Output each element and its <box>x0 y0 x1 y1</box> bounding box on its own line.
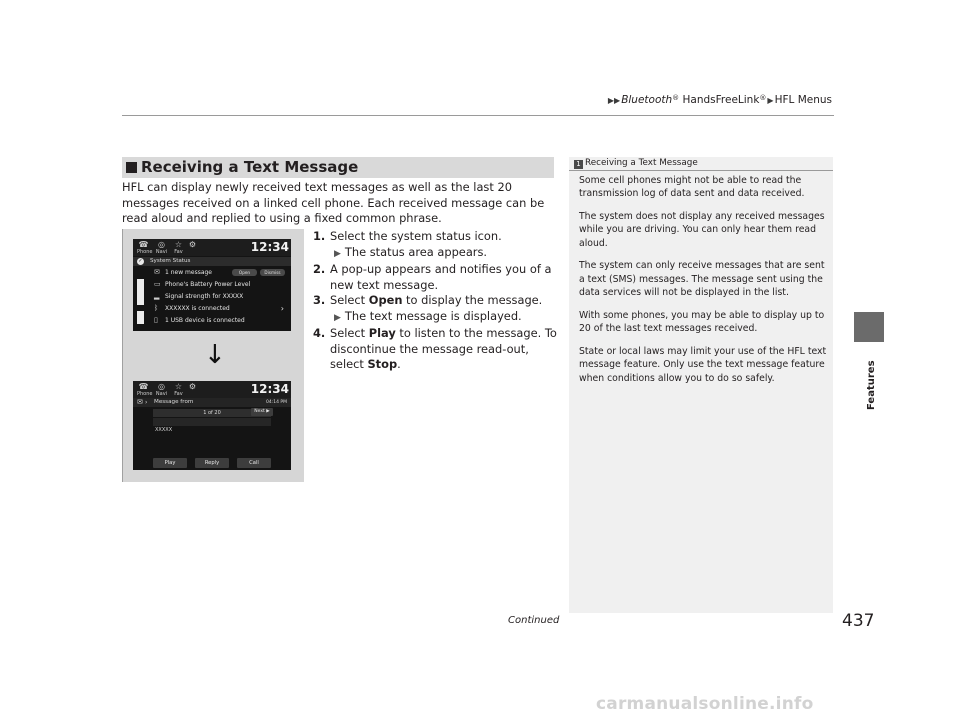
bluetooth-icon: ᛒ <box>154 304 159 312</box>
status-row: ᛒ XXXXXX is connected › <box>154 304 284 313</box>
breadcrumb-hfl-menus: HFL Menus <box>774 94 832 106</box>
next-button[interactable]: Next ▶ <box>251 408 273 416</box>
breadcrumb-arrow-icon: ▶ <box>767 96 774 105</box>
breadcrumb-arrow-icon: ▶▶ <box>607 96 621 105</box>
check-icon: ✓ <box>138 258 143 264</box>
note-paragraph: With some phones, you may be able to display up to 20 of the last text messages received. <box>579 309 825 335</box>
note-box <box>569 157 833 613</box>
intro-paragraph: HFL can display newly received text messages as well as the last 20 messages received on a linked cell phone. Each received message can be read aloud and replied to using a fixed common phrase. <box>122 180 545 225</box>
chevron-right-icon: › <box>145 399 148 406</box>
navi-icon: ◎ Navi <box>155 240 168 255</box>
message-icon: ✉ <box>137 398 143 406</box>
page-number: 437 <box>842 611 875 631</box>
down-arrow-icon: ↓ <box>204 340 226 370</box>
clock: 12:34 <box>250 240 289 254</box>
breadcrumb-hfl: HandsFreeLink <box>682 94 760 106</box>
info-icon: 1 <box>574 160 583 169</box>
system-status-bar: ✓ System Status <box>133 257 291 266</box>
note-paragraph: The system does not display any received messages while you are driving. You can only hear them read aloud. <box>579 211 825 249</box>
call-button[interactable]: Call <box>237 458 271 468</box>
chevron-right-icon: › <box>280 304 284 313</box>
step-2: 2. A pop-up appears and notifies you of a new text message. <box>313 262 552 292</box>
open-button[interactable]: Open <box>232 269 257 276</box>
settings-icon: ⚙ <box>188 382 197 391</box>
message-icon: ✉ <box>154 268 160 276</box>
note-paragraph: The system can only receive messages that are sent a text (SMS) messages. The message sent using the data services will not be displayed in the list. <box>579 260 825 299</box>
fav-icon: ☆ Fav <box>174 240 183 255</box>
status-row: ▭ Phone's Battery Power Level <box>154 280 251 288</box>
chapter-tab-marker <box>854 312 884 342</box>
watermark: carmanualsonline.info <box>596 694 814 714</box>
steps-list <box>313 229 563 373</box>
play-button[interactable]: Play <box>153 458 187 468</box>
section-heading <box>122 157 554 178</box>
battery-icon: ▭ <box>154 280 161 288</box>
message-body: XXXXX <box>155 427 173 433</box>
signal-icon: ▂ <box>154 292 160 300</box>
note-title: 1 Receiving a Text Message <box>574 158 698 169</box>
reply-button[interactable]: Reply <box>195 458 229 468</box>
message-from-bar: ✉ › Message from 04:14 PM <box>133 398 291 407</box>
note-paragraph: Some cell phones might not be able to read the transmission log of data sent and data received. <box>579 175 805 200</box>
message-counter: 1 of 20 <box>153 409 271 417</box>
header-rule <box>122 115 834 116</box>
fav-icon: ☆ Fav <box>174 382 183 397</box>
step-1: 1. Select the system status icon. ▶ The status area appears. <box>313 229 502 259</box>
status-row: ▂ Signal strength for XXXXX <box>154 292 244 300</box>
screenshot-panel <box>122 229 304 482</box>
status-row: ▯ 1 USB device is connected <box>154 316 245 324</box>
screen-system-status <box>133 239 291 331</box>
result-arrow-icon: ▶ <box>334 312 341 323</box>
step-3: 3. Select Open to display the message. ▶ The text message is displayed. <box>313 293 543 323</box>
continued-label: Continued <box>508 615 560 626</box>
navi-icon: ◎ Navi <box>155 382 168 397</box>
status-row: ✉ 1 new message Open Dismiss <box>154 267 286 278</box>
breadcrumb-bluetooth: Bluetooth <box>621 94 673 106</box>
result-arrow-icon: ▶ <box>334 248 341 259</box>
dismiss-button[interactable]: Dismiss <box>260 269 285 276</box>
phone-icon: ☎ Phone <box>137 382 153 397</box>
settings-icon: ⚙ <box>188 240 197 249</box>
chapter-tab-label: Features <box>866 360 877 410</box>
usb-icon: ▯ <box>154 316 158 324</box>
step-4: 4. Select Play to listen to the message. To discontinue the message read-out, select Stop. <box>313 326 557 371</box>
square-bullet-icon <box>126 162 137 173</box>
clock: 12:34 <box>250 382 289 396</box>
section-title: Receiving a Text Message <box>141 158 359 176</box>
screen-message <box>133 381 291 470</box>
phone-icon: ☎ Phone <box>137 240 153 255</box>
breadcrumb: ▶▶Bluetooth® HandsFreeLink®▶HFL Menus <box>607 94 832 106</box>
note-body <box>579 174 829 394</box>
note-paragraph: State or local laws may limit your use of the HFL text message feature. Only use the text message feature when conditions allow you to do so safely. <box>579 345 827 384</box>
